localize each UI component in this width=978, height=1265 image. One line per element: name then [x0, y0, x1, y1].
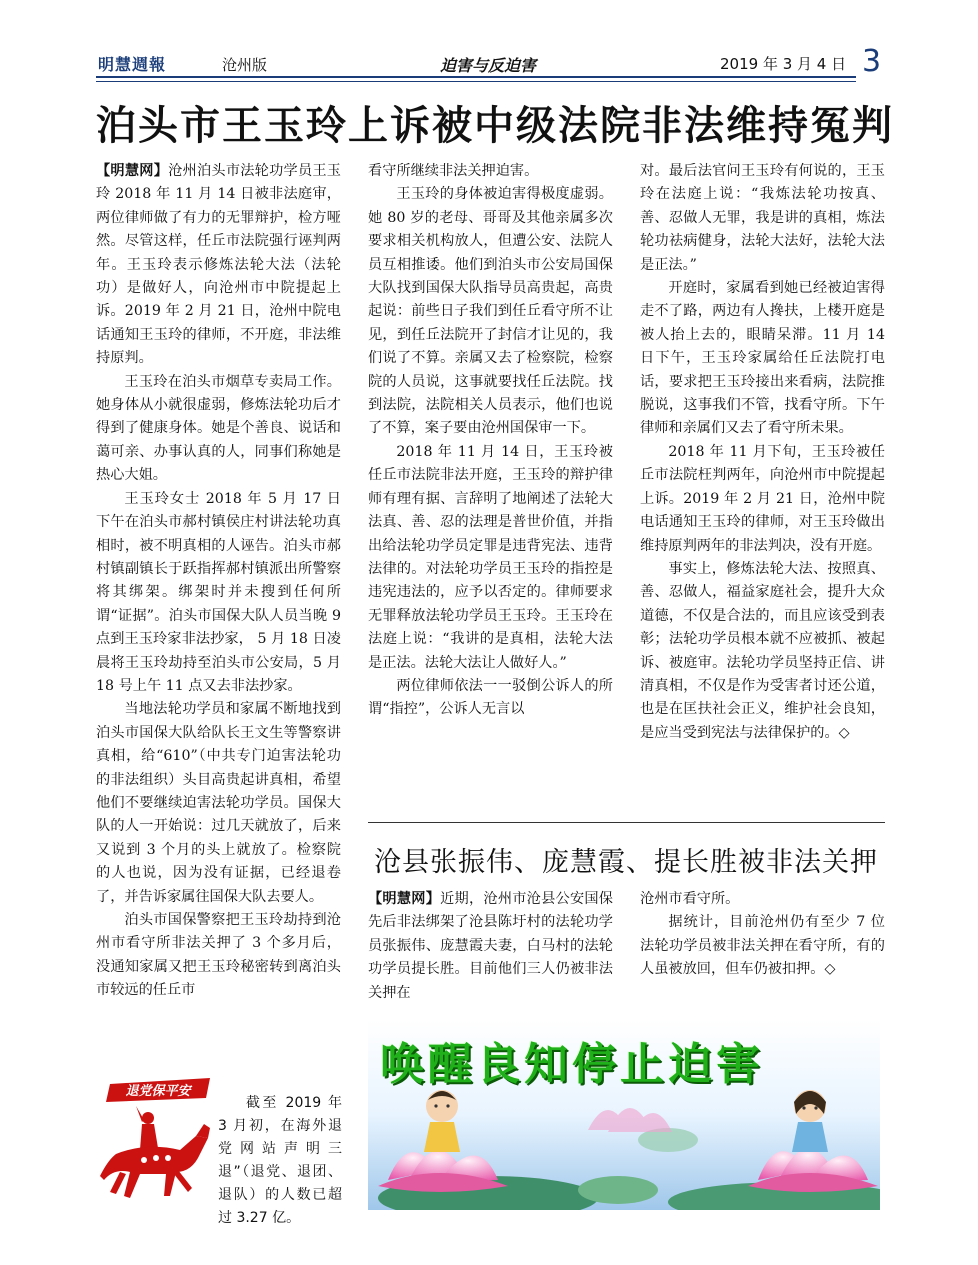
article1-paragraph: 王玉玲在泊头市烟草专卖局工作。她身体从小就很虚弱，修炼法轮功后才得到了健康身体。她是个善良、说话和蔼可亲、办事认真的人，同事们称她是热心大姐。	[96, 373, 341, 484]
article2-column-1	[368, 888, 613, 1005]
article1-paragraph: 开庭时，家属看到她已经被迫害得走不了路，两边有人搀扶，上楼开庭是被人抬上去的，眼睛呆滞。11 月 14 日下午，王玉玲家属给任丘法院打电话，要求把王玉玲接出来看病，法院推脱说，这事我们不管，找看守所。下午律师和亲属们又去了看守所未果。	[640, 280, 885, 437]
article2-paragraph: 【明慧网】近期，沧州市沧县公安国保先后非法绑架了沧县陈圩村的法轮功学员张振伟、庞慧霞夫妻，白马村的法轮功学员提长胜。目前他们三人仍被非法关押在	[368, 891, 613, 1001]
article1-paragraph: 王玉玲女士 2018 年 5 月 17 日下午在泊头市郝村镇侯庄村讲法轮功真相时，被不明真相的人诬告。泊头市郝村镇副镇长于跃指挥郝村镇派出所警察将其绑架。绑架时并未搜到任何所谓“证据”。泊头市国保大队人员当晚 9 点到王玉玲家非法抄家， 5 月 18 日凌晨将王玉玲劫持至泊头市公安局，5 月 18 号上午 11 点又去非法抄家。	[96, 490, 341, 694]
article1-paragraph: 看守所继续非法关押迫害。	[368, 163, 539, 179]
page-number: 3	[862, 44, 882, 79]
tuidang-graphic	[96, 1076, 222, 1208]
awaken-conscience-banner	[368, 1020, 880, 1210]
masthead: 明慧週報	[98, 55, 167, 74]
article1-column-1	[96, 160, 341, 1003]
article2-headline: 沧县张振伟、庞慧霞、提长胜被非法关押	[374, 847, 878, 878]
source-tag: 【明慧网】	[96, 163, 169, 179]
article1-column-3	[640, 160, 885, 745]
header-divider-thin	[96, 81, 856, 82]
article2-divider	[368, 822, 885, 823]
article1-paragraph: 泊头市国保警察把王玉玲劫持到沧州市看守所非法关押了 3 个多月后，没通知家属又把王玉玲秘密转到离泊头市较远的任丘市	[96, 912, 341, 999]
article1-paragraph: 王玉玲的身体被迫害得极度虚弱。她 80 岁的老母、哥哥及其他亲属多次要求相关机构放人，但遭公安、法院人员互相推诿。他们到泊头市公安局国保大队找到国保大队指导员高贵起，高贵起说：前些日子我们到任丘看守所不让见，到任丘法院开了封信才让见的，我们说了不算。亲属又去了检察院，检察院的人员说，这事就要找任丘法院。找到法院，法院相关人员表示，他们也说了不算，案子要由沧州国保审一下。	[368, 186, 613, 437]
article1-paragraph: 【明慧网】沧州泊头市法轮功学员王玉玲 2018 年 11 月 14 日被非法庭审，两位律师做了有力的无罪辩护，检方哑然。尽管这样，任丘市法院强行诬判两年。王玉玲表示修炼法轮大法（法轮功）是做好人，向沧州市中院提起上诉。2019 年 2 月 21 日，沧州中院电话通知王玉玲的律师，不开庭，非法维持原判。	[96, 163, 341, 367]
article1-paragraph: 事实上，修炼法轮大法、按照真、善、忍做人，福益家庭社会，提升大众道德，不仅是合法的，而且应该受到表彰；法轮功学员根本就不应被抓、被起诉、被庭审。法轮功学员坚持正信、讲清真相，不仅是作为受害者讨还公道，也是在匡扶社会正义，维护社会良知，是应当受到宪法与法律保护的。◇	[640, 560, 885, 741]
section-title: 迫害与反迫害	[440, 56, 537, 75]
caption-badge	[106, 1078, 210, 1102]
graphic-caption: 退党保平安	[125, 1084, 191, 1099]
article1-paragraph: 对。最后法官问王玉玲有何说的，王玉玲在法庭上说：“我炼法轮功按真、善、忍做人无罪，我是讲的真相，炼法轮功祛病健身，法轮大法好，法轮大法是正法。”	[640, 163, 885, 273]
article1-paragraph: 当地法轮功学员和家属不断地找到泊头市国保大队给队长王文生等警察讲真相，给“610”（中共专门迫害法轮功的非法组织）头目高贵起讲真相，希望他们不要继续迫害法轮功学员。国保大队的人一开始说：过几天就放了，后来又说到 3 个月的头上就放了。检察院的人也说，因为没有证据，已经退卷了，并告诉家属往国保大队去要人。	[96, 701, 341, 905]
article-headline: 泊头市王玉玲上诉被中级法院非法维持冤判	[96, 103, 894, 149]
source-tag: 【明慧网】	[368, 891, 441, 907]
header-divider	[96, 76, 856, 78]
tuidang-text: 截至 2019 年 3 月初，在海外退党网站声明三退”（退党、退团、退队）的人数已超过 3.27 亿。	[218, 1095, 342, 1226]
tuidang-notice	[218, 1092, 342, 1230]
article2-paragraph: 据统计，目前沧州仍有至少 7 位法轮功学员被非法关押在看守所，有的人虽被放回，但车仍被扣押。◇	[640, 914, 885, 978]
article1-paragraph: 两位律师依法一一驳倒公诉人的所谓“指控”，公诉人无言以	[368, 677, 613, 718]
edition-label: 沧州版	[222, 56, 268, 74]
banner-title: 唤醒良知停止迫害	[380, 1039, 764, 1090]
article1-paragraph: 2018 年 11 月下旬，王玉玲被任丘市法院枉判两年，向沧州市中院提起上诉。2019 年 2 月 21 日，沧州中院电话通知王玉玲的律师，对王玉玲做出维持原判两年的非法判决，没有开庭。	[640, 443, 885, 554]
article1-column-2	[368, 160, 613, 722]
horse-rider-icon	[100, 1106, 210, 1198]
article1-paragraph: 2018 年 11 月 14 日，王玉玲被任丘市法院非法开庭，王玉玲的辩护律师有理有据、言辞明了地阐述了法轮大法真、善、忍的法理是普世价值，并指出给法轮功学员定罪是违背宪法、违背法律的。对法轮功学员王玉玲的指控是违宪违法的，应予以否定的。律师要求无罪释放法轮功学员王玉玲。王玉玲在法庭上说：“我讲的是真相，法轮大法是正法。法轮大法让人做好人。”	[368, 443, 613, 671]
article2-paragraph: 沧州市看守所。	[640, 891, 740, 907]
issue-date: 2019 年 3 月 4 日	[720, 55, 847, 73]
article2-column-2	[640, 888, 885, 982]
